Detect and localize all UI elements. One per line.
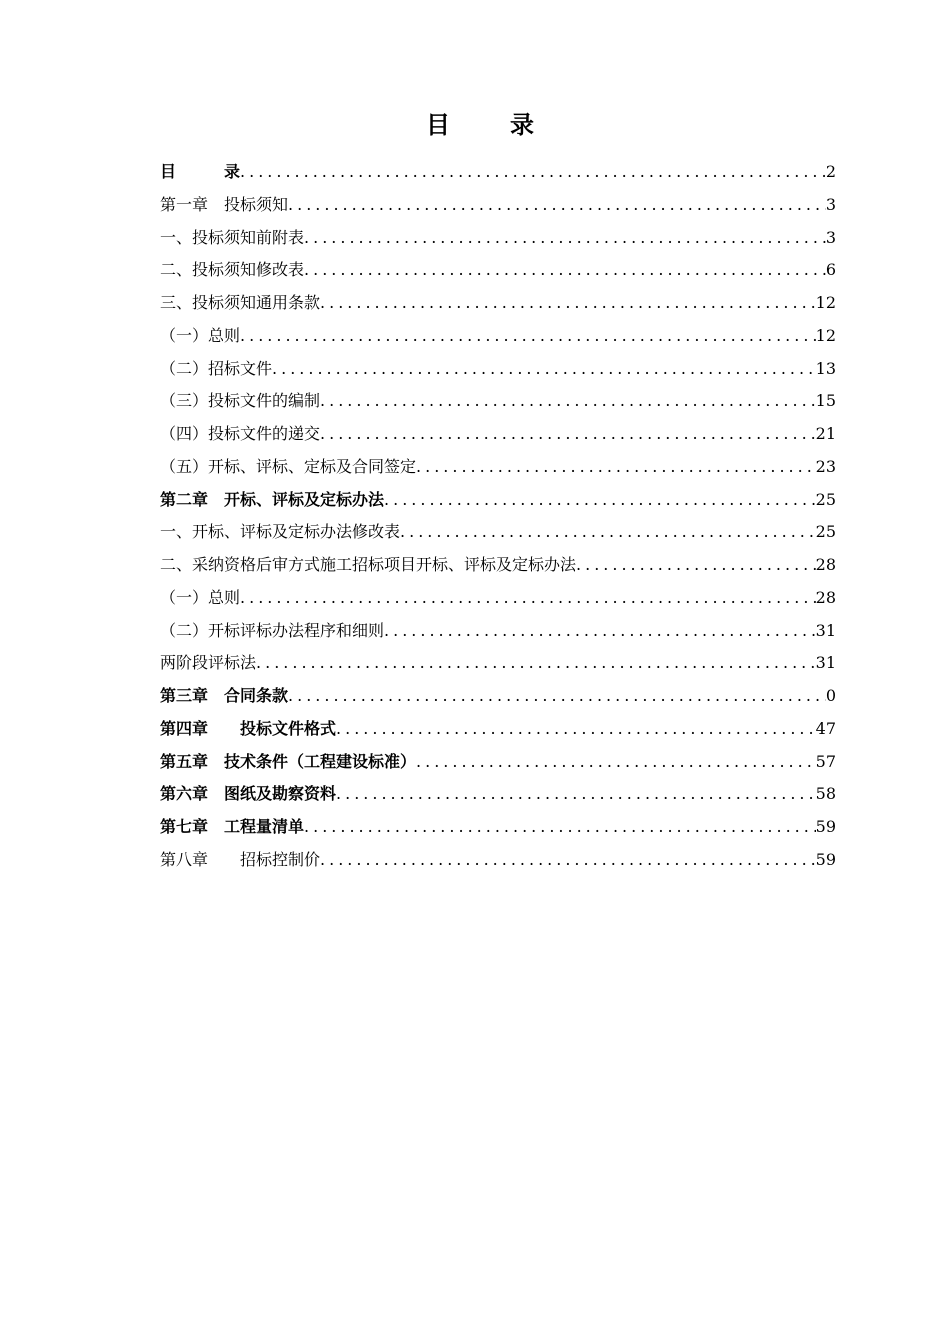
toc-entry-label: 三、投标须知通用条款	[160, 293, 321, 312]
toc-dot-leader	[576, 549, 816, 582]
toc-entry-label: （二）招标文件	[160, 358, 273, 378]
toc-entry-label: 第五章 技术条件（工程建设标准）	[160, 751, 417, 771]
toc-dot-leader	[400, 516, 816, 549]
toc-entry[interactable]	[160, 647, 836, 680]
toc-dot-leader	[416, 451, 816, 484]
toc-entry[interactable]	[160, 549, 836, 582]
toc-dot-leader	[240, 582, 816, 615]
toc-dot-leader	[416, 746, 816, 779]
toc-entry[interactable]	[160, 811, 836, 844]
toc-entry[interactable]	[160, 484, 836, 517]
toc-entry[interactable]	[160, 418, 836, 451]
toc-entry[interactable]	[160, 746, 836, 779]
toc-dot-leader	[320, 844, 816, 877]
toc-entry-page-number: 47	[815, 718, 836, 738]
toc-entry-label: 第一章 投标须知	[160, 194, 289, 214]
toc-dot-leader	[320, 385, 816, 418]
toc-entry-page-number: 59	[815, 817, 836, 836]
toc-entry-label: 第六章 图纸及勘察资料	[160, 784, 337, 804]
toc-dot-leader	[304, 222, 826, 255]
toc-entry[interactable]	[160, 844, 836, 877]
toc-entry-page-number: 57	[815, 751, 836, 771]
toc-entry-label: （三）投标文件的编制	[160, 391, 321, 411]
toc-entry-label: （一）总则	[160, 325, 241, 345]
toc-entry-page-number: 25	[815, 522, 836, 542]
toc-entry[interactable]	[160, 615, 836, 648]
toc-entry-label: 一、投标须知前附表	[160, 227, 305, 247]
toc-entry-page-number: 58	[815, 784, 836, 804]
toc-entry-page-number: 31	[815, 653, 836, 673]
toc-dot-leader	[336, 778, 816, 811]
toc-entry[interactable]	[160, 287, 836, 320]
toc-entry-label: 两阶段评标法	[160, 653, 257, 673]
toc-entry[interactable]	[160, 680, 836, 713]
toc-entry-label: （五）开标、评标、定标及合同签定	[160, 456, 417, 476]
toc-dot-leader	[336, 713, 816, 746]
toc-entry-page-number: 12	[815, 325, 836, 345]
toc-entry-page-number: 25	[815, 489, 836, 509]
toc-entry[interactable]	[160, 189, 836, 222]
toc-entry[interactable]	[160, 320, 836, 353]
toc-entry[interactable]	[160, 713, 836, 746]
table-of-contents	[160, 156, 836, 877]
toc-entry-page-number: 23	[815, 456, 836, 476]
toc-entry[interactable]	[160, 385, 836, 418]
toc-dot-leader	[272, 353, 816, 386]
toc-entry-page-number: 28	[815, 555, 836, 574]
toc-dot-leader	[320, 287, 816, 320]
toc-entry-page-number: 13	[815, 358, 836, 378]
toc-entry[interactable]	[160, 353, 836, 386]
toc-entry-label: 第七章 工程量清单	[160, 817, 305, 836]
toc-entry-label: 二、投标须知修改表	[160, 260, 305, 280]
toc-entry-label: （四）投标文件的递交	[160, 424, 321, 443]
toc-entry-page-number: 6	[825, 260, 836, 280]
toc-entry-page-number: 2	[825, 162, 836, 181]
toc-entry-label: 第四章 投标文件格式	[160, 718, 337, 738]
page-title: 目录	[426, 110, 594, 139]
toc-dot-leader	[240, 156, 826, 189]
toc-entry-label: （二）开标评标办法程序和细则	[160, 620, 385, 640]
toc-dot-leader	[240, 320, 816, 353]
toc-entry[interactable]	[160, 254, 836, 287]
toc-entry-label: 目 录	[160, 162, 241, 181]
toc-entry[interactable]	[160, 451, 836, 484]
toc-entry-page-number: 15	[815, 391, 836, 411]
toc-entry-label: 第三章 合同条款	[160, 686, 289, 705]
toc-entry[interactable]	[160, 516, 836, 549]
toc-entry-label: 第二章 开标、评标及定标办法	[160, 489, 385, 509]
toc-dot-leader	[288, 680, 826, 713]
toc-dot-leader	[384, 484, 816, 517]
toc-dot-leader	[304, 254, 826, 287]
toc-entry-page-number: 28	[815, 587, 836, 607]
toc-entry-page-number: 3	[825, 194, 836, 214]
toc-entry-label: 一、开标、评标及定标办法修改表	[160, 522, 401, 542]
toc-entry[interactable]	[160, 778, 836, 811]
toc-entry-label: （一）总则	[160, 587, 241, 607]
toc-entry[interactable]	[160, 582, 836, 615]
toc-entry[interactable]	[160, 156, 836, 189]
toc-entry-label: 二、采纳资格后审方式施工招标项目开标、评标及定标办法	[160, 555, 577, 574]
toc-dot-leader	[304, 811, 816, 844]
toc-dot-leader	[320, 418, 816, 451]
toc-entry[interactable]	[160, 222, 836, 255]
toc-entry-page-number: 21	[815, 424, 836, 443]
toc-dot-leader	[256, 647, 816, 680]
toc-entry-page-number: 3	[825, 227, 836, 247]
toc-dot-leader	[384, 615, 816, 648]
toc-entry-page-number: 12	[815, 293, 836, 312]
toc-entry-page-number: 0	[825, 686, 836, 705]
toc-entry-page-number: 59	[815, 849, 836, 869]
toc-entry-page-number: 31	[815, 620, 836, 640]
toc-entry-label: 第八章 招标控制价	[160, 849, 321, 869]
toc-dot-leader	[288, 189, 826, 222]
